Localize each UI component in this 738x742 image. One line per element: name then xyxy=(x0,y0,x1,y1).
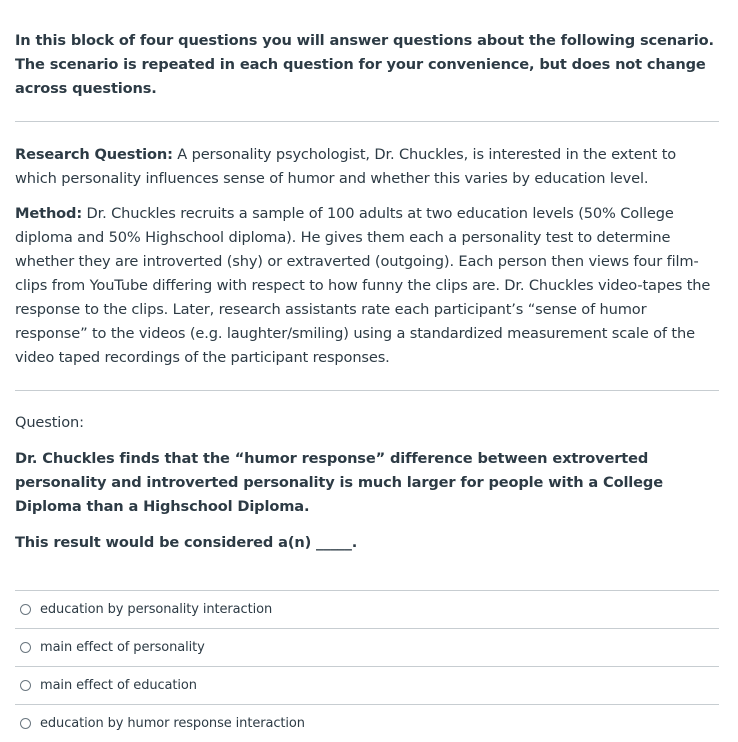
question-prompt: This result would be considered a(n) _____. xyxy=(15,534,358,551)
method-label: Method: xyxy=(15,205,83,222)
scenario-intro: In this block of four questions you will answer questions about the following scenario. The scenario is repeated in each question for your convenience, but does not change across questions. xyxy=(15,32,714,97)
radio-button[interactable] xyxy=(20,680,31,691)
divider xyxy=(15,390,719,391)
answer-list xyxy=(15,590,719,742)
answer-label: education by humor response interaction xyxy=(40,716,305,731)
research-question-label: Research Question: xyxy=(15,146,173,163)
radio-button[interactable] xyxy=(20,604,31,615)
radio-button[interactable] xyxy=(20,642,31,653)
answer-option[interactable] xyxy=(15,629,719,667)
radio-button[interactable] xyxy=(20,718,31,729)
answer-option[interactable] xyxy=(15,705,719,742)
answer-label: education by personality interaction xyxy=(40,602,273,617)
question-text: Dr. Chuckles finds that the “humor response” difference between extroverted personality and introverted personality is much larger for people with a College Diploma than a Highschool Diploma. xyxy=(15,450,663,515)
question-label: Question: xyxy=(15,414,84,431)
method-description xyxy=(15,202,719,370)
method-text: Dr. Chuckles recruits a sample of 100 adults at two education levels (50% College diploma and 50% Highschool diploma). He gives them each a personality test to determine whether they are introverted (shy) or extraverted (outgoing). Each person then views four film-clips from YouTube differing with respect to how funny the clips are. Dr. Chuckles video-tapes the response to the clips. Later, research assistants rate each participant’s “sense of humor response” to the videos (e.g. laughter/smiling) using a standardized measurement scale of the video taped recordings of the participant responses. xyxy=(15,205,711,366)
research-question-text: A personality psychologist, Dr. Chuckles, is interested in the extent to which personality influences sense of humor and whether this varies by education level. xyxy=(15,146,677,187)
answer-option[interactable] xyxy=(15,667,719,705)
divider xyxy=(15,121,719,122)
answer-option[interactable] xyxy=(15,591,719,629)
research-question xyxy=(15,143,719,191)
answer-label: main effect of education xyxy=(40,678,197,693)
answer-label: main effect of personality xyxy=(40,640,205,655)
